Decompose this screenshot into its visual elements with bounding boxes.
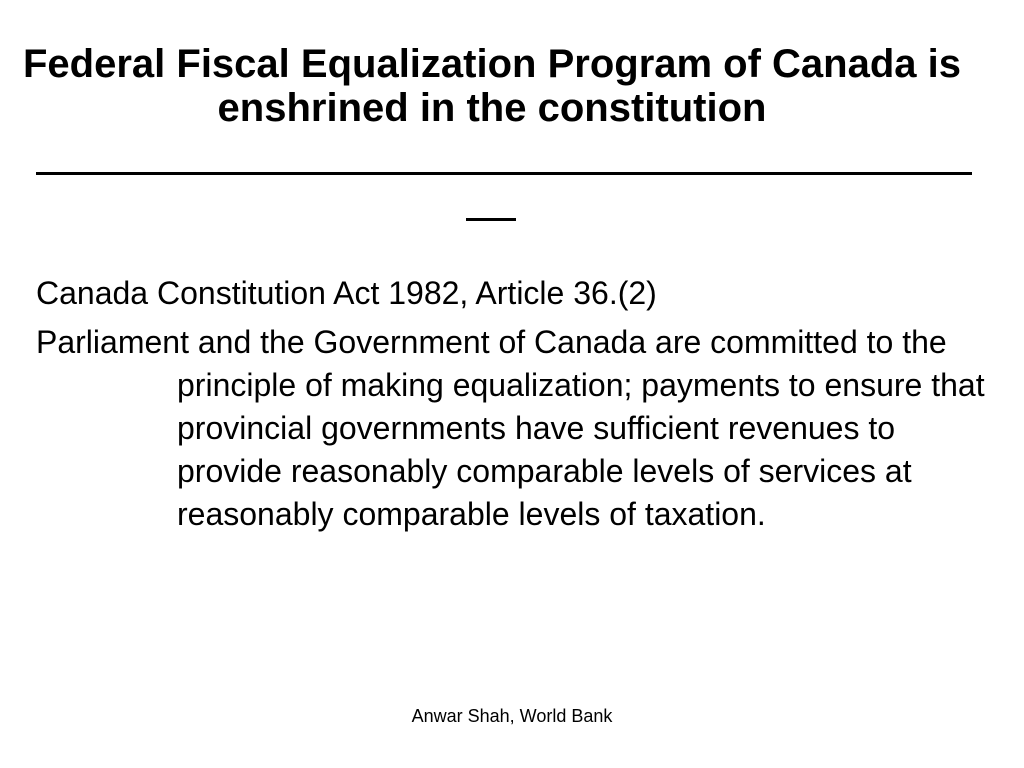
article-text: Parliament and the Government of Canada are committed to the principle of making equalization; payments to ensure that provincial governments have sufficient revenues to provide reasonably comparable levels of services at reasonably comparable levels of taxation. <box>36 324 985 532</box>
slide-title: Federal Fiscal Equalization Program of Canada is enshrined in the constitution <box>22 42 962 130</box>
slide-body <box>36 272 996 536</box>
title-underline <box>36 172 972 175</box>
title-underline-tail <box>466 218 516 221</box>
slide-footer: Anwar Shah, World Bank <box>411 706 613 726</box>
article-reference: Canada Constitution Act 1982, Article 36.(2) <box>36 275 657 311</box>
